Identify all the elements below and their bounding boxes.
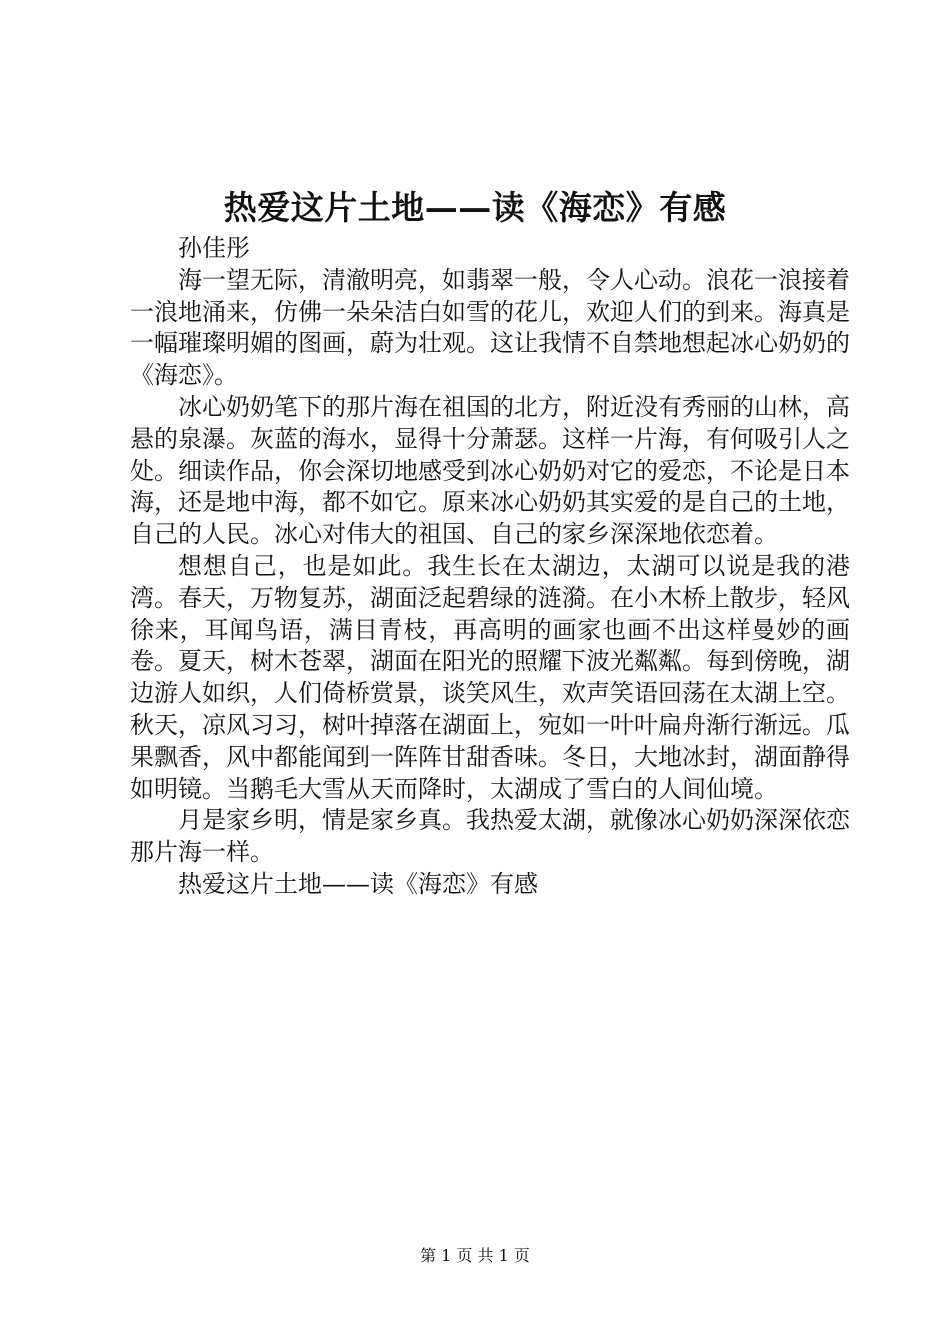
document-body: [130, 233, 850, 901]
body-paragraph: 海一望无际，清澈明亮，如翡翠一般，令人心动。浪花一浪接着一浪地涌来，仿佛一朵朵洁白如雪的花儿，欢迎人们的到来。海真是一幅璀璨明媚的图画，蔚为壮观。这让我情不自禁地想起冰心奶奶的《海恋》。: [130, 265, 850, 390]
body-paragraph: 想想自己，也是如此。我生长在太湖边，太湖可以说是我的港湾。春天，万物复苏，湖面泛起碧绿的涟漪。在小木桥上散步，轻风徐来，耳闻鸟语，满目青枝，再高明的画家也画不出这样曼妙的画卷。夏天，树木苍翠，湖面在阳光的照耀下波光粼粼。每到傍晚，湖边游人如织，人们倚桥赏景，谈笑风生，欢声笑语回荡在太湖上空。秋天，凉风习习，树叶掉落在湖面上，宛如一叶叶扁舟渐行渐远。瓜果飘香，风中都能闻到一阵阵甘甜香味。冬日，大地冰封，湖面静得如明镜。当鹅毛大雪从天而降时，太湖成了雪白的人间仙境。: [130, 551, 850, 803]
closing-title-line: 热爱这片土地——读《海恋》有感: [178, 869, 538, 898]
document-title: 热爱这片土地——读《海恋》有感: [223, 188, 727, 227]
author-name: 孙佳彤: [178, 234, 250, 262]
body-paragraph: 月是家乡明，情是家乡真。我热爱太湖，就像冰心奶奶深深依恋那片海一样。: [130, 806, 850, 867]
page-footer: 第 1 页 共 1 页: [420, 1246, 530, 1265]
body-paragraph: 冰心奶奶笔下的那片海在祖国的北方，附近没有秀丽的山林，高悬的泉瀑。灰蓝的海水，显得十分萧瑟。这样一片海，有何吸引人之处。细读作品，你会深切地感受到冰心奶奶对它的爱恋，不论是日本海，还是地中海，都不如它。原来冰心奶奶其实爱的是自己的土地，自己的人民。冰心对伟大的祖国、自己的家乡深深地依恋着。: [130, 392, 850, 549]
